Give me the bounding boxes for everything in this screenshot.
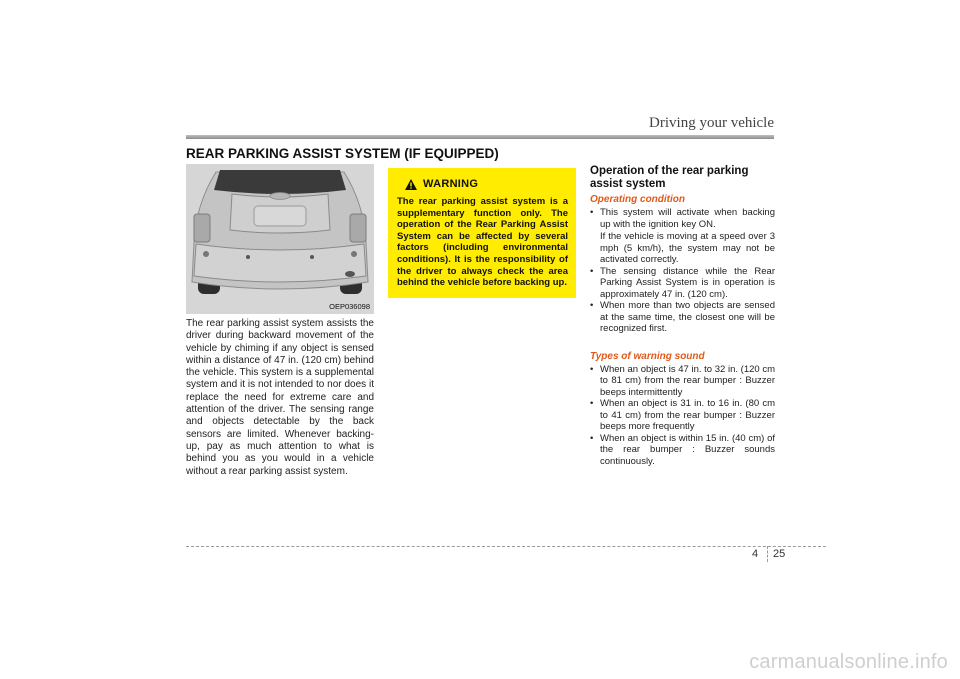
watermark: carmanualsonline.info [749, 651, 948, 673]
header-rule [186, 135, 774, 139]
condition-text: When more than two objects are sensed at the same time, the closest one will be recognized first. [600, 300, 775, 334]
page-divider [767, 546, 768, 562]
warning-sound-title: Types of warning sound [590, 350, 705, 362]
warning-triangle-icon [405, 179, 417, 190]
operating-condition-title: Operating condition [590, 194, 685, 205]
vehicle-rear-photo [186, 164, 374, 314]
warning-sound-list [590, 364, 775, 468]
list-item: • When an object is 31 in. to 16 in. (80 cm to 41 cm) from the rear bumper : Buzzer beeps more frequently [590, 398, 775, 433]
operation-title: Operation of the rear parking assist system [590, 165, 749, 190]
condition-note: If the vehicle is moving at a speed over 3 mph (5 km/h), the system may not be activated correctly. [600, 231, 775, 265]
section-title: REAR PARKING ASSIST SYSTEM (IF EQUIPPED) [186, 146, 499, 161]
warning-header [405, 178, 478, 190]
footer-rule [186, 546, 826, 547]
list-item [590, 266, 775, 301]
chapter-number: 4 [752, 548, 759, 560]
operating-condition-list [590, 207, 775, 335]
warning-text: The rear parking assist system is a supplementary function only. The operation of the Rear Parking Assist System can be affected by several factors (including environmental conditions). It is the responsibility of the driver to always check the area behind the vehicle before backing up. [397, 196, 568, 289]
list-item: • When an object is within 15 in. (40 cm) of the rear bumper : Buzzer sounds continuously. [590, 433, 775, 468]
operation-column [590, 165, 775, 467]
intro-paragraph: The rear parking assist system assists the driver during backward movement of the vehicle by chiming if any object is sensed within a distance of 47 in. (120 cm) behind the vehicle. This system is a supplemental system and it is not intended to nor does it replace the need for extreme care and attention of the driver. The sensing range and objects detectable by the back sensors are limited. Whenever backing-up, pay as much attention to what is behind you as you would in a vehicle without a rear parking assist system. [186, 318, 374, 477]
condition-text: The sensing distance while the Rear Parking Assist System is in operation is approximately 47 in. (120 cm). [600, 265, 775, 300]
list-item: • When an object is 47 in. to 32 in. (120 cm to 81 cm) from the rear bumper : Buzzer beeps intermittently [590, 364, 775, 399]
list-item [590, 300, 775, 335]
list-item [590, 207, 775, 266]
warning-title: WARNING [423, 178, 479, 190]
condition-text: This system will activate when backing up with the ignition key ON. [600, 207, 775, 230]
header-title: Driving your vehicle [649, 115, 774, 131]
vehicle-rear-illustration [186, 164, 374, 314]
page-number: 25 [773, 548, 786, 560]
figure-code: OEP036098 [329, 302, 370, 311]
warning-box [388, 168, 576, 298]
